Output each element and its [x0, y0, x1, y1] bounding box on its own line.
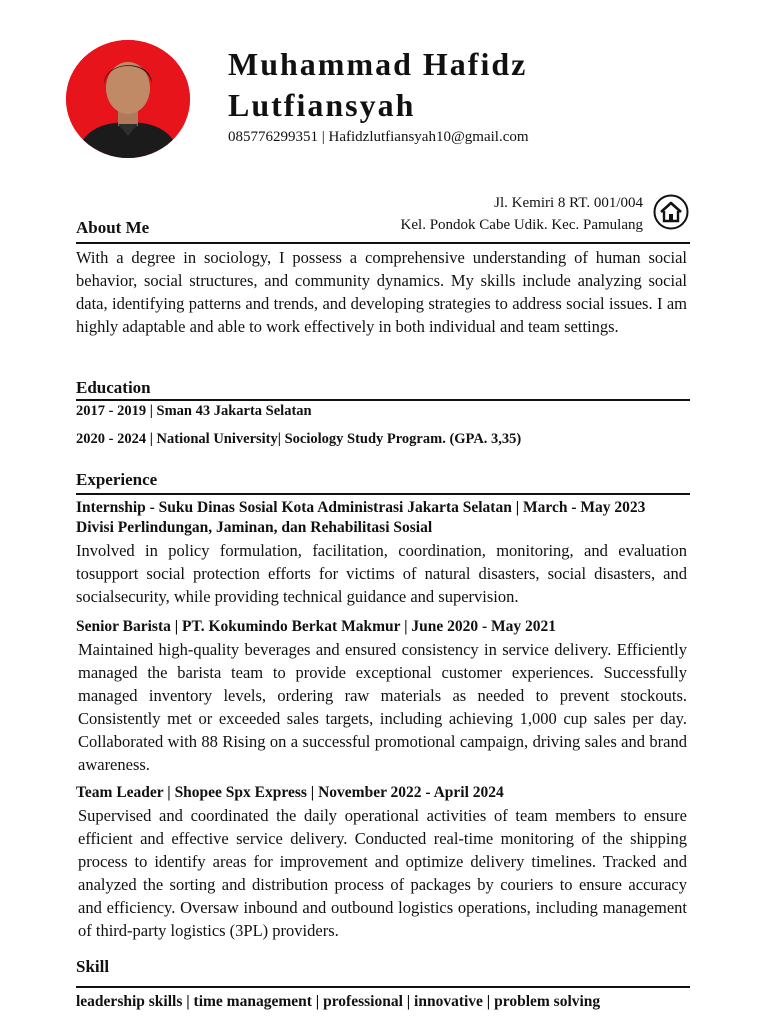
- address-block: [401, 192, 643, 236]
- education-item: 2017 - 2019 | Sman 43 Jakarta Selatan: [76, 403, 312, 419]
- name-line-1: Muhammad Hafidz: [228, 46, 528, 82]
- candidate-name: [228, 44, 648, 126]
- name-line-2: Lutfiansyah: [228, 87, 416, 123]
- about-title: About Me: [76, 218, 150, 237]
- job-title: Team Leader | Shopee Spx Express | November 2022 - April 2024: [76, 784, 504, 801]
- experience-title: Experience: [76, 470, 158, 489]
- experience-divider: [76, 493, 690, 495]
- home-icon: [653, 194, 689, 230]
- education-item: 2020 - 2024 | National University| Sociology Study Program. (GPA. 3,35): [76, 431, 522, 447]
- skill-divider: [76, 986, 690, 988]
- profile-photo: [66, 40, 190, 158]
- job-description: Maintained high-quality beverages and ensured consistency in service delivery. Efficiently managed the barista team to provide exceptional customer experiences. Successfully managed inventory levels, ordering raw materials as needed to prevent stockouts. Consistently met or exceeded sales targets, including achieving 1,000 cup sales per day. Collaborated with 88 Rising on a successful promotional campaign, driving sales and brand awareness.: [78, 640, 687, 774]
- person-silhouette: [66, 40, 190, 158]
- education-title: Education: [76, 378, 151, 397]
- about-divider: [76, 242, 690, 244]
- address-line-1: Jl. Kemiri 8 RT. 001/004: [494, 195, 643, 211]
- about-text: With a degree in sociology, I possess a comprehensive understanding of human social behavior, social structures, and community dynamics. My skills include analyzing social data, identifying patterns and trends, and developing strategies to address social issues. I am highly adaptable and able to work effectively in both individual and team settings.: [76, 248, 687, 336]
- address-line-2: Kel. Pondok Cabe Udik. Kec. Pamulang: [400, 217, 643, 233]
- job-subtitle: Divisi Perlindungan, Jaminan, dan Rehabilitasi Sosial: [76, 519, 433, 536]
- education-divider: [76, 399, 690, 401]
- job-title: Senior Barista | PT. Kokumindo Berkat Makmur | June 2020 - May 2021: [76, 618, 557, 635]
- skill-title: Skill: [76, 957, 110, 976]
- job-title: Internship - Suku Dinas Sosial Kota Administrasi Jakarta Selatan | March - May 2023: [76, 499, 646, 516]
- skill-list: leadership skills | time management | professional | innovative | problem solving: [76, 993, 601, 1010]
- job-description: Involved in policy formulation, facilitation, coordination, monitoring, and evaluation tosupport social protection efforts for victims of natural disasters, social disasters, and socialsecurity, while providing technical guidance and supervision.: [76, 541, 687, 606]
- job-description: Supervised and coordinated the daily operational activities of team members to ensure efficient and effective service delivery. Conducted real-time monitoring of the shipping process to identify areas for improvement and optimize delivery timelines. Tracked and analyzed the sorting and distribution process of packages by couriers to ensure accuracy and efficiency. Oversaw inbound and outbound logistics operations, including management of third-party logistics (3PL) providers.: [78, 806, 687, 940]
- contact-info: 085776299351 | Hafidzlutfiansyah10@gmail.com: [228, 129, 529, 145]
